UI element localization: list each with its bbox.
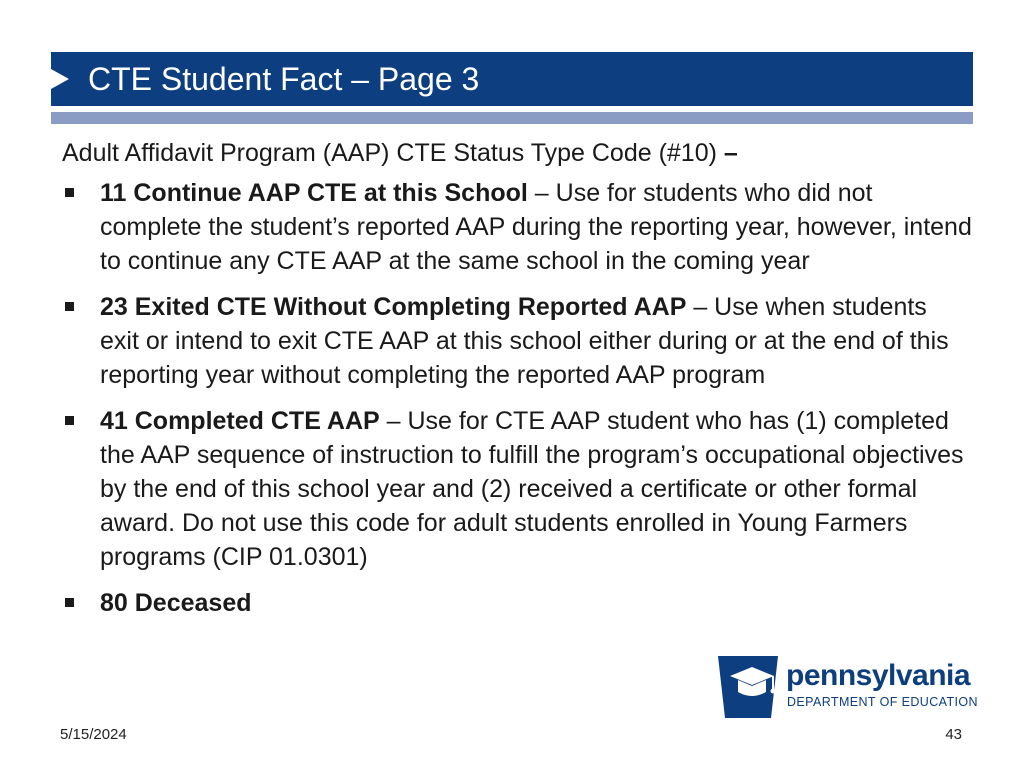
intro-text: Adult Affidavit Program (AAP) CTE Status Type Code (#10) <box>62 139 717 167</box>
logo-department: DEPARTMENT OF EDUCATION <box>787 695 978 709</box>
status-code-label: 80 Deceased <box>100 589 252 617</box>
list-item <box>62 586 972 620</box>
bullet-square-icon <box>65 302 74 311</box>
slide-title: CTE Student Fact – Page 3 <box>88 61 480 97</box>
logo-state-name: pennsylvania <box>786 659 971 692</box>
status-code-description: – Use for CTE AAP student who has (1) completed the AAP sequence of instruction to fulfill the program’s occupational objectives by the end of this school year and (2) received a certificate or other formal award. Do not use this code for adult students enrolled in Young Farmers programs (CIP 01.0301) <box>100 407 964 571</box>
keystone-graduation-cap-icon <box>716 654 780 720</box>
title-underline-bar <box>51 112 973 124</box>
list-item <box>62 176 972 278</box>
title-arrow-icon <box>51 69 69 89</box>
pa-education-logo <box>716 654 978 720</box>
list-item <box>62 290 972 392</box>
status-code-label: 11 Continue AAP CTE at this School <box>100 179 528 207</box>
bullet-square-icon <box>65 416 74 425</box>
status-code-list <box>62 176 972 620</box>
status-code-description: – Use for students who did not complete the student’s reported AAP during the reporting year, however, intend to continue any CTE AAP at the same school in the coming year <box>100 179 972 275</box>
intro-dash: – <box>716 139 738 167</box>
bullet-square-icon <box>65 188 74 197</box>
intro-line <box>62 136 972 170</box>
status-code-label: 41 Completed CTE AAP <box>100 407 380 435</box>
list-item <box>62 404 972 574</box>
footer-page-number: 43 <box>945 726 962 743</box>
bullet-square-icon <box>65 598 74 607</box>
status-code-description: – Use when students exit or intend to exit CTE AAP at this school either during or at the end of this reporting year without completing the reported AAP program <box>100 293 949 389</box>
slide-content <box>62 136 972 632</box>
footer-date: 5/15/2024 <box>60 726 127 743</box>
status-code-label: 23 Exited CTE Without Completing Reported AAP <box>100 293 687 321</box>
